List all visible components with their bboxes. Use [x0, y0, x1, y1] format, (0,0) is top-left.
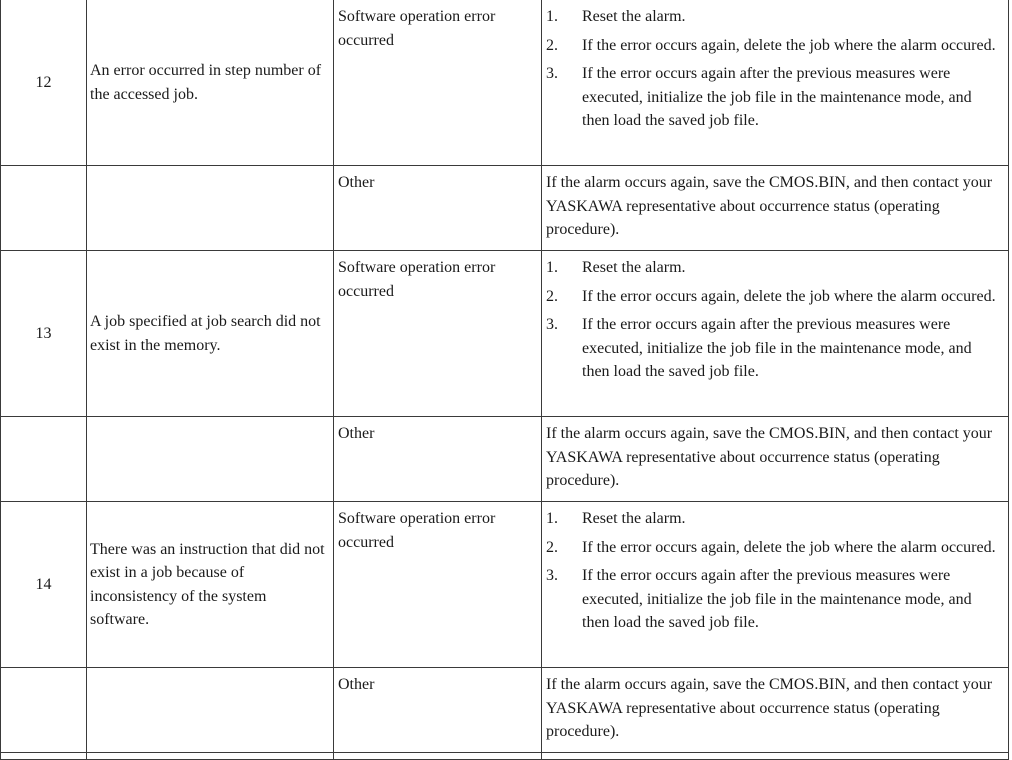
cause-cell: An error occurred in step number of the accessed job.	[87, 0, 334, 166]
step-number: 2.	[546, 538, 558, 556]
table-row	[1, 251, 1009, 417]
cause-cell	[87, 668, 334, 753]
step-text: If the error occurs again, delete the job where the alarm occured.	[582, 538, 996, 556]
step-text: Reset the alarm.	[582, 510, 686, 527]
step-text: If the error occurs again, delete the job where the alarm occured.	[582, 36, 996, 54]
step-text: If the error occurs again after the previous measures were executed, initialize the job file in the maintenance mode, and then load the saved job file.	[582, 65, 972, 129]
table-row	[1, 166, 1009, 251]
step-number: 3.	[546, 65, 558, 82]
sub-code-cell: 12	[1, 0, 87, 166]
remedy-step	[546, 285, 1002, 309]
remedy-cell: If the alarm occurs again, save the CMOS.BIN, and then contact your YASKAWA representative about occurrence status (operating procedure).	[542, 417, 1009, 502]
step-text: If the error occurs again after the previous measures were executed, initialize the job file in the maintenance mode, and then load the saved job file.	[582, 567, 972, 631]
remedy-cell	[542, 753, 1009, 760]
step-number: 1.	[546, 8, 558, 25]
cause-cell: There was an instruction that did not exist in a job because of inconsistency of the system software.	[87, 502, 334, 668]
cause-cell	[87, 417, 334, 502]
remedy-step	[546, 62, 1002, 133]
remedy-step	[546, 507, 1002, 531]
table-row	[1, 417, 1009, 502]
alarm-table-body	[1, 0, 1009, 760]
table-row	[1, 753, 1009, 760]
table-row	[1, 0, 1009, 166]
step-number: 1.	[546, 510, 558, 527]
step-text: Reset the alarm.	[582, 8, 686, 25]
sub-code-cell	[1, 668, 87, 753]
remedy-cell	[542, 502, 1009, 668]
step-number: 1.	[546, 259, 558, 276]
remedy-step	[546, 34, 1002, 58]
step-number: 2.	[546, 36, 558, 54]
detail-cell: Other	[334, 668, 542, 753]
sub-code-cell: 14	[1, 502, 87, 668]
remedy-step	[546, 313, 1002, 384]
remedy-step	[546, 536, 1002, 560]
step-number: 3.	[546, 316, 558, 333]
table-row	[1, 668, 1009, 753]
remedy-step	[546, 564, 1002, 635]
step-text: If the error occurs again after the previous measures were executed, initialize the job file in the maintenance mode, and then load the saved job file.	[582, 316, 972, 380]
cause-cell	[87, 753, 334, 760]
detail-cell: Other	[334, 417, 542, 502]
sub-code-cell	[1, 417, 87, 502]
sub-code-cell	[1, 753, 87, 760]
step-text: If the error occurs again, delete the job where the alarm occured.	[582, 287, 996, 305]
step-text: Reset the alarm.	[582, 259, 686, 276]
remedy-step	[546, 5, 1002, 29]
detail-cell: Other	[334, 166, 542, 251]
step-number: 3.	[546, 567, 558, 584]
step-number: 2.	[546, 287, 558, 305]
detail-cell: Software operation error occurred	[334, 502, 542, 668]
cause-cell	[87, 166, 334, 251]
detail-cell	[334, 753, 542, 760]
table-row	[1, 502, 1009, 668]
remedy-cell	[542, 251, 1009, 417]
remedy-cell: If the alarm occurs again, save the CMOS.BIN, and then contact your YASKAWA representative about occurrence status (operating procedure).	[542, 668, 1009, 753]
cause-cell: A job specified at job search did not exist in the memory.	[87, 251, 334, 417]
detail-cell: Software operation error occurred	[334, 0, 542, 166]
detail-cell: Software operation error occurred	[334, 251, 542, 417]
sub-code-cell	[1, 166, 87, 251]
remedy-cell	[542, 0, 1009, 166]
remedy-cell: If the alarm occurs again, save the CMOS.BIN, and then contact your YASKAWA representative about occurrence status (operating procedure).	[542, 166, 1009, 251]
sub-code-cell: 13	[1, 251, 87, 417]
remedy-step	[546, 256, 1002, 280]
